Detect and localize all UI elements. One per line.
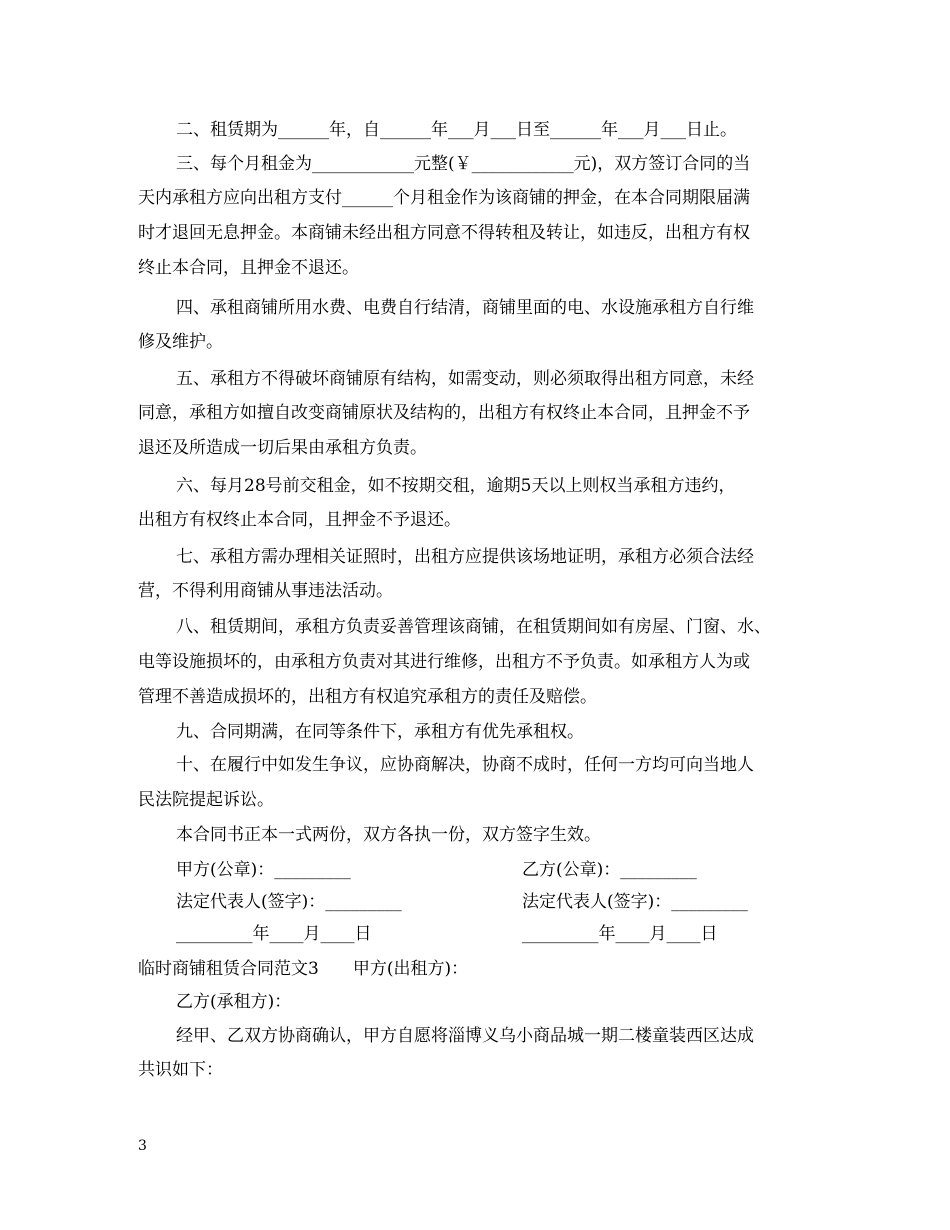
closing-statement: 本合同书正本一式两份，双方各执一份，双方签字生效。 — [176, 825, 601, 845]
clause-3-line-3: 时才退回无息押金。本商铺未经出租方同意不得转租及转让，如违反，出租方有权 — [138, 223, 750, 243]
party-a-seal: 甲方(公章)：_________ — [176, 860, 351, 880]
page-number: 3 — [138, 1138, 147, 1154]
clause-3-line-1: 三、每个月租金为____________元整(￥____________元)，双方签订合同的当 — [176, 154, 751, 174]
party-a-representative: 法定代表人(签字)：_________ — [176, 892, 402, 912]
clause-7-line-1: 七、承租方需办理相关证照时，出租方应提供该场地证明，承租方必须合法经 — [176, 547, 754, 567]
intro-line-2: 共识如下： — [138, 1060, 223, 1080]
contract-3-title: 临时商铺租赁合同范文3 甲方(出租方)： — [138, 959, 469, 979]
clause-5-line-3: 退还及所造成一切后果由承租方负责。 — [138, 438, 427, 458]
clause-2-line-1: 二、租赁期为______年，自______年___月___日至______年___月___日止。 — [176, 120, 737, 140]
clause-8-line-2: 电等设施损坏的，由承租方负责对其进行维修，出租方不予负责。如承租方人为或 — [138, 652, 750, 672]
clause-3-line-2: 天内承租方应向出租方支付______个月租金作为该商铺的押金，在本合同期限届满 — [138, 188, 750, 208]
clause-4-line-1: 四、承租商铺所用水费、电费自行结清，商铺里面的电、水设施承租方自行维 — [176, 298, 754, 318]
party-b-seal: 乙方(公章)：_________ — [522, 860, 697, 880]
clause-10-line-2: 民法院提起诉讼。 — [138, 790, 274, 810]
party-b-date: _________年____月____日 — [522, 924, 718, 944]
clause-8-line-3: 管理不善造成损坏的，出租方有权追究承租方的责任及赔偿。 — [138, 687, 597, 707]
clause-8-line-1: 八、租赁期间，承租方负责妥善管理该商铺，在租赁期间如有房屋、门窗、水、 — [176, 617, 771, 637]
clause-4-line-2: 修及维护。 — [138, 332, 223, 352]
clause-5-line-2: 同意，承租方如擅自改变商铺原状及结构的，出租方有权终止本合同，且押金不予 — [138, 403, 750, 423]
clause-3-line-4: 终止本合同，且押金不退还。 — [138, 258, 359, 278]
clause-5-line-1: 五、承租方不得破坏商铺原有结构，如需变动，则必须取得出租方同意，未经 — [176, 369, 754, 389]
clause-9-line-1: 九、合同期满，在同等条件下，承租方有优先承租权。 — [176, 722, 584, 742]
clause-6-line-2: 出租方有权终止本合同，且押金不予退还。 — [138, 510, 461, 530]
party-b-lessee: 乙方(承租方)： — [176, 992, 292, 1012]
party-a-date: _________年____月____日 — [176, 924, 372, 944]
party-b-representative: 法定代表人(签字)：_________ — [522, 892, 748, 912]
clause-10-line-1: 十、在履行中如发生争议，应协商解决，协商不成时，任何一方均可向当地人 — [176, 755, 754, 775]
intro-line-1: 经甲、乙双方协商确认，甲方自愿将淄博义乌小商品城一期二楼童装西区达成 — [176, 1026, 754, 1046]
clause-6-line-1: 六、每月28号前交租金，如不按期交租，逾期5天以上则权当承租方违约， — [176, 476, 736, 496]
clause-7-line-2: 营，不得利用商铺从事违法活动。 — [138, 581, 393, 601]
